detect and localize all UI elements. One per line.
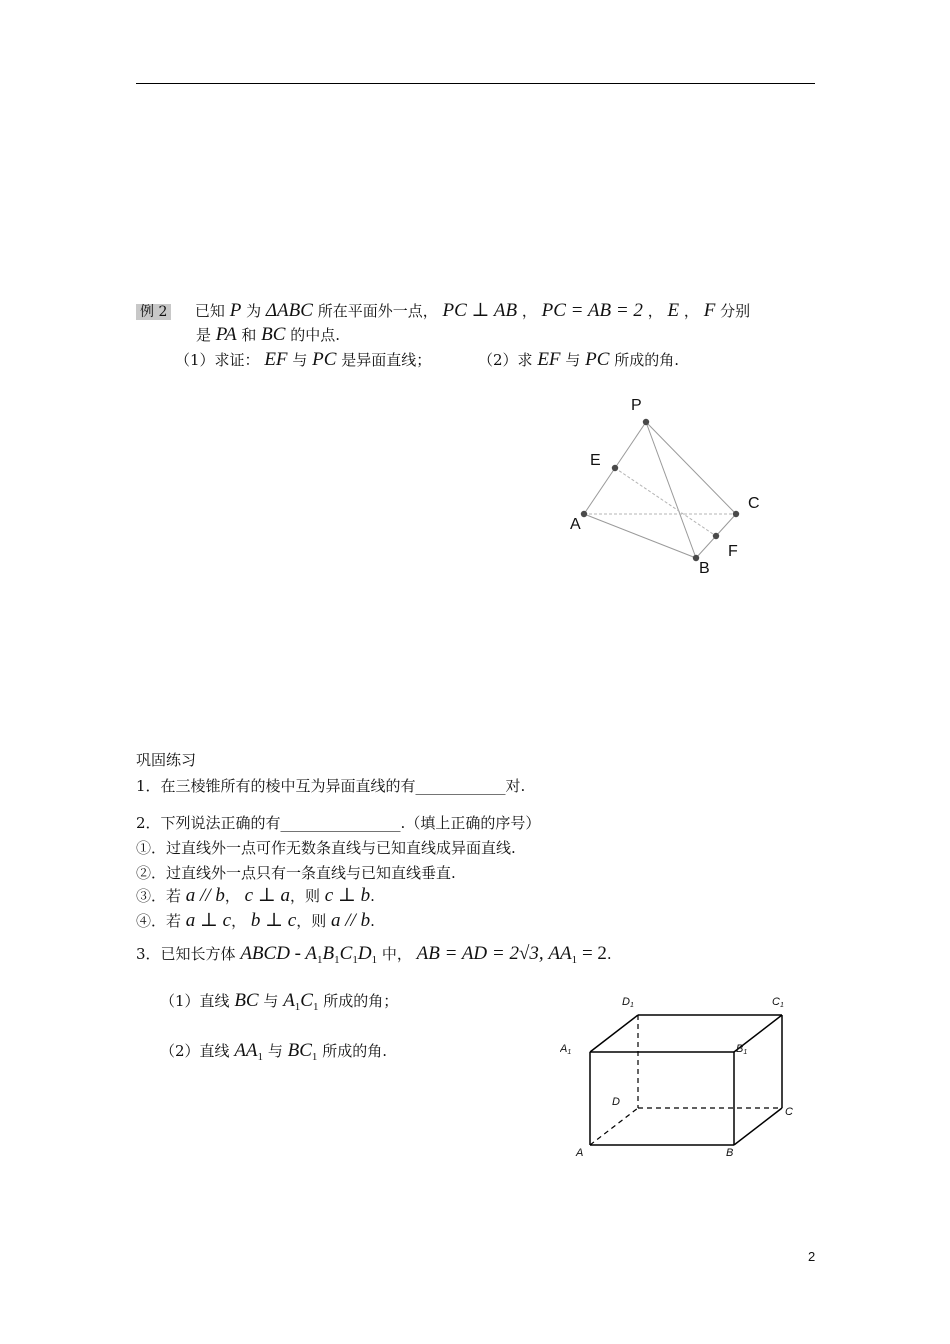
label-A1: A1 — [560, 1043, 572, 1056]
example-2-line-2: 是 PA 和 BC 的中点. — [196, 324, 340, 345]
answer-blank-1[interactable]: ____________ — [415, 777, 506, 795]
edge-PB — [646, 422, 696, 558]
point-E — [612, 465, 618, 471]
practice-q3-2: （2）直线 $AA_1$ 与 $BC_1$ 所成的角. — [160, 1040, 387, 1063]
label-C1: C1 — [772, 996, 784, 1009]
label-D: D — [612, 1096, 620, 1108]
label-C: C — [748, 495, 760, 512]
practice-heading: 巩固练习 — [136, 751, 197, 769]
label-P: P — [631, 397, 642, 414]
page-number: 2 — [808, 1249, 816, 1264]
edge-A1D1 — [590, 1015, 638, 1052]
point-P — [643, 419, 649, 425]
label-A: A — [570, 516, 581, 533]
practice-q2: 2．下列说法正确的有________________.（填上正确的序号） — [136, 814, 541, 832]
practice-q1: 1．在三棱锥所有的棱中互为异面直线的有____________对. — [136, 777, 526, 795]
cuboid-figure — [560, 990, 805, 1165]
label-B: B — [699, 560, 710, 577]
point-C — [733, 511, 739, 517]
label-A: A — [576, 1147, 584, 1159]
label-B1: B1 — [736, 1043, 748, 1056]
edge-PC — [646, 422, 736, 514]
label-F: F — [728, 543, 738, 560]
option-2: ②．过直线外一点只有一条直线与已知直线垂直. — [136, 864, 456, 882]
example-2-question-1: （1）求证： EF 与 PC 是异面直线； — [175, 349, 432, 370]
option-1: ①．过直线外一点可作无数条直线与已知直线成异面直线. — [136, 839, 516, 857]
example-2-question-2: （2）求 EF 与 PC 所成的角. — [478, 349, 679, 370]
practice-q3: 3．已知长方体 ABCD - $A_1B_1C_1D_1$ 中， AB = AD = 2√3, $AA_1 = 2$. — [136, 943, 612, 966]
tetrahedron-figure — [560, 390, 780, 580]
edge-BC — [734, 1108, 782, 1145]
point-F — [713, 533, 719, 539]
answer-blank-2[interactable]: ________________ — [280, 814, 401, 832]
option-4: ④．若 a ⊥ c， b ⊥ c，则 a // b. — [136, 910, 375, 931]
header-rule — [136, 83, 815, 84]
point-A — [581, 511, 587, 517]
label-C: C — [785, 1106, 793, 1118]
example-2-line-1: 例 2 已知 P 为 ΔABC 所在平面外一点， PC ⊥ AB ， PC = AB = 2 ， E ， F 分别 — [136, 299, 750, 322]
edge-AB — [584, 514, 696, 558]
option-3: ③．若 a // b， c ⊥ a，则 c ⊥ b. — [136, 885, 375, 906]
practice-q3-1: （1）直线 BC 与 $A_1C_1$ 所成的角； — [160, 990, 399, 1013]
label-D1: D1 — [622, 996, 634, 1009]
label-E: E — [590, 452, 601, 469]
label-B: B — [726, 1147, 734, 1159]
hidden-edge-AD — [590, 1108, 638, 1145]
example-tag: 例 2 — [136, 304, 171, 320]
